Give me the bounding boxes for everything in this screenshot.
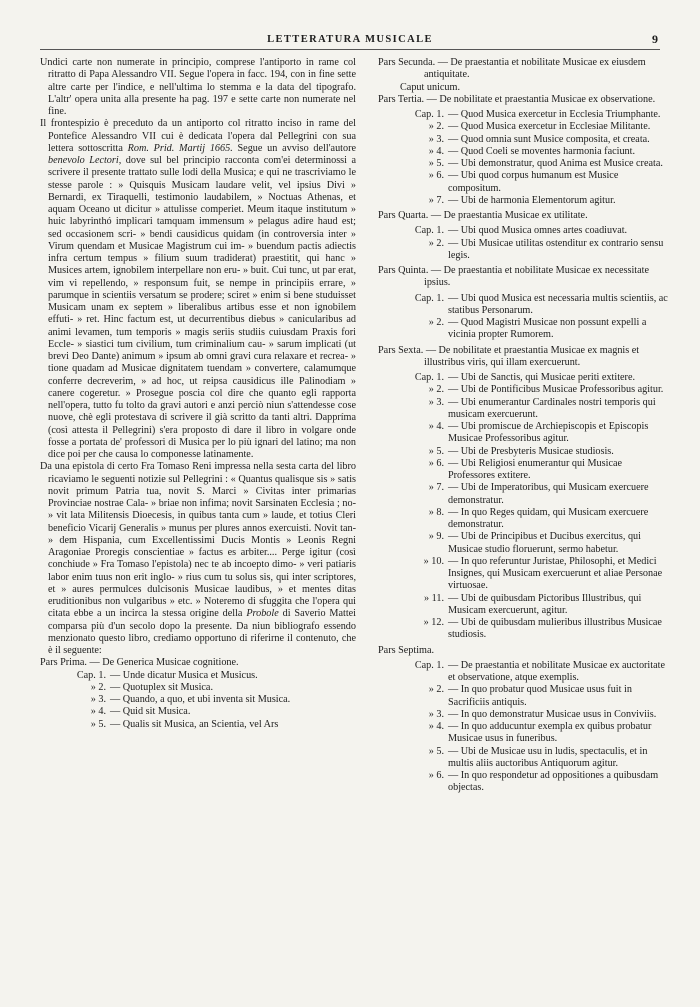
chapter-number: Cap. 1.: [414, 109, 444, 120]
chapter-number: » 5.: [428, 158, 444, 169]
chapter-number: » 5.: [428, 445, 444, 457]
chapter-number: Cap. 1.: [414, 225, 444, 237]
chapter-number: » 5.: [90, 718, 106, 730]
italic-text: Rom. Prid. Martij 1665.: [127, 142, 233, 154]
chapter-title: — In quo adducuntur exempla ex quibus probatur Musicae usus in funeribus.: [448, 721, 652, 745]
paragraph-text: Undici carte non numerate in principio, comprese l'antiporto in rame col ritratto di Papa Alessandro VII. Segue l'opera in facc. 194, con in fine sette altre carte per l'indice, e nell'ultima lo stemma e la data del tipografo. L'altr' opera unita alla presente ha pag. 197 e sette carte non numerate nel fine.: [40, 57, 356, 117]
pars-heading: Pars Prima. — De Generica Musicae cognitione.: [40, 657, 239, 669]
chapter-title: — Ubi Musicae utilitas ostenditur ex contrario sensu legis.: [448, 237, 664, 261]
chapter-title: — Quotuplex sit Musica.: [110, 681, 213, 693]
caput-unicum: Caput unicum.: [400, 81, 460, 93]
chapter-title: — Quod omnia sunt Musice composita, et creata.: [448, 133, 650, 145]
chapter-title: — Ubi quod Musica est necessaria multis scientiis, ac statibus Personarum.: [448, 292, 668, 316]
chapter-item: [378, 134, 668, 146]
chapter-number: » 4.: [428, 421, 444, 432]
pars-heading: Pars Quinta. — De praestantia et nobilitate Musicae ex necessitate ipsius.: [378, 265, 650, 289]
chapter-title: — Quod Musica exercetur in Ecclesia Triumphante.: [448, 109, 661, 120]
chapter-number: » 7.: [428, 194, 444, 206]
pars-heading: Pars Sexta. — De nobilitate et praestantia Musicae ex magnis et illustribus viris, qui illam exercuerunt.: [378, 344, 640, 368]
chapter-title: — Ubi de Imperatoribus, qui Musicam exercuere demonstratur.: [448, 482, 649, 506]
chapter-title: — Ubi enumerantur Cardinales nostri temporis qui musicam exercuerunt.: [448, 396, 656, 420]
chapter-item: [378, 593, 668, 618]
chapter-title: — Quid sit Musica.: [110, 706, 191, 718]
chapter-number: Cap. 1.: [76, 669, 106, 681]
chapter-item: [378, 317, 668, 342]
paragraph-text: dove sul bel principio racconta com'ei determinossi a scrivere il presente trattato sulle lodi della Musica; e qui ne trascriviamo le stesse parole : » Quisquis Musicam laudare velit, vel ipsius Divi » Bernardi, ex Tiraquelli, testimonio laudabilem, » Noctuas Athenas, et aquam Oceano ut dicitur » attulisse comperiet. Meum itaque institutum » huic labyrinthó implicari tamquam immensum » pelagus adire haud est; sed occasionem scri- » bendi causidicus quidam (in controversia inter » Virum quendam et Musicae Magistrum cui im- » buendum pactis adiectis infra certum tempus » filium suum tradiderat) praestitit, qui hanc » Musices artem, ignobilem interpellare non eru- » buit. Cui tunc, ut par erat, vim vi repellendo, » responsum fuit, se nempe in principiis errare, » parumque in scientiis versatum se prodere; sciret » enim si bene studuisset Musicam unam ex septem » liberalibus artibus esse et non ignobilem effuti- » ret. Hinc factum est, ut decurrentibus diebus » canicularibus ad animi levamen, tum temporis » magis seriis studiis cuiusdam Praxis fori Eccle- » siastici tum civilium, tum criminalium cau- » sarum implicati (ut brevi Deo Dante) animum » ipsum ab omni gravi cura relaxare et recrea- » tione quadam ad Musicae dignitatem tuendam » convertere, calamumque conferre decreverim, » ad hoc, ut reipsa causidicus ille Palinodiam » canere cogeretur. » Prosegue poscia col dire che quanto egli rapporta nell'opera, tutto fu tolto da gravi autori e anzi perciò niun s'attendesse cose nuove, chè egli protestava di scrivere il già scritto da tanti altri. Dappríma (così attesta il Pellegrini) s'era proposto di dare il libro in volgare onde fosse a portata de' professori di Musica per lo più ignari del latino; ma non dice poi per che causa lo componesse latinamente.: [48, 155, 357, 460]
chapter-item: [378, 170, 668, 195]
chapter-number: » 4.: [428, 721, 444, 732]
chapter-number: » 3.: [428, 708, 444, 720]
chapter-item: [378, 421, 668, 446]
chapter-title: — In quo referuntur Juristae, Philosophi, et Medici Insignes, qui Musicam exercuerunt et aliae Personae virtuosae.: [448, 555, 663, 592]
chapter-title: — Ubi Religiosi enumerantur qui Musicae Professores extitere.: [448, 457, 623, 481]
chapter-number: » 2.: [428, 384, 444, 396]
chapter-item: [378, 770, 668, 795]
chapter-number: » 9.: [428, 531, 444, 543]
chapter-title: — Quod Magistri Musicae non possunt expelli a vicinia propter Rumorem.: [448, 317, 647, 341]
pars-heading: Pars Quarta. — De praestantia Musicae ex utilitate.: [378, 210, 588, 221]
chapter-item: [378, 617, 668, 642]
chapter-number: » 10.: [423, 555, 444, 567]
chapter-number: » 12.: [423, 617, 444, 628]
chapter-title: — Ubi de Musicae usu in ludis, spectaculis, et in multis aliis auctoribus Antiquorum agitur.: [448, 745, 648, 769]
chapter-item: [378, 458, 668, 483]
running-title: LETTERATURA MUSICALE: [267, 34, 433, 45]
chapter-title: — Ubi quod Musica omnes artes coadiuvat.: [448, 225, 628, 237]
chapter-number: » 2.: [90, 681, 106, 693]
chapter-title: — In quo probatur quod Musicae usus fuit in Sacrificiis antiquis.: [448, 684, 632, 708]
chapter-item: [378, 482, 668, 507]
chapter-item: [378, 158, 668, 170]
chapter-item: [378, 225, 668, 237]
chapter-item: [378, 684, 668, 709]
chapter-number: » 7.: [428, 482, 444, 494]
chapter-item: [378, 372, 668, 384]
chapter-item: [40, 682, 356, 694]
chapter-item: [40, 706, 356, 718]
chapter-item: [378, 709, 668, 721]
chapter-item: [378, 121, 668, 133]
chapter-title: — Qualis sit Musica, an Scientia, vel Ars: [110, 718, 279, 730]
chapter-title: — Ubi de quibusdam mulieribus illustribus Musicae studiosis.: [448, 617, 662, 641]
chapter-item: [378, 238, 668, 263]
chapter-title: — Ubi de Presbyteris Musicae studiosis.: [448, 445, 614, 457]
chapter-number: » 3.: [428, 396, 444, 408]
chapter-number: » 4.: [428, 145, 444, 157]
chapter-title: — Ubi promiscue de Archiepiscopis et Episcopis Musicae Professoribus agitur.: [448, 421, 649, 445]
chapter-number: » 2.: [428, 121, 444, 133]
chapter-title: — Ubi de Principibus et Ducibus exercitus, qui Musicae studio floruerunt, sermo habetur.: [448, 531, 641, 555]
page-header: [0, 34, 700, 50]
chapter-number: » 2.: [428, 237, 444, 249]
chapter-item: [378, 746, 668, 771]
left-column: [40, 57, 356, 731]
chapter-list: [378, 225, 668, 262]
chapter-title: — In quo Reges quidam, qui Musicam exercuere demonstratur.: [448, 506, 649, 530]
chapter-number: » 4.: [90, 706, 106, 718]
right-column: [378, 57, 668, 795]
chapter-item: [378, 146, 668, 158]
chapter-list: [378, 372, 668, 642]
chapter-number: Cap. 1.: [414, 659, 444, 671]
chapter-list: [378, 293, 668, 342]
chapter-item: [378, 293, 668, 318]
chapter-list: [40, 670, 356, 731]
chapter-title: — Unde dicatur Musica et Musicus.: [110, 669, 258, 681]
chapter-title: — Ubi quod corpus humanum est Musice compositum.: [448, 170, 619, 194]
chapter-number: » 3.: [428, 133, 444, 145]
pars-heading: Pars Septima.: [378, 644, 435, 656]
chapter-item: [378, 660, 668, 685]
page-number: 9: [652, 32, 658, 46]
chapter-list: [378, 109, 668, 207]
chapter-title: — De praestantia et nobilitate Musicae ex auctoritate et observatione, atque exemplis.: [448, 659, 665, 683]
chapter-title: — Ubi de Sanctis, qui Musicae periti extitere.: [448, 372, 636, 383]
paragraph-frontispiece: [40, 118, 356, 461]
chapter-title: — Ubi de harmonia Elementorum agitur.: [448, 194, 616, 206]
chapter-number: » 6.: [428, 770, 444, 781]
chapter-item: [378, 397, 668, 422]
chapter-title: — Quod Musica exercetur in Ecclesiae Militante.: [448, 121, 651, 133]
pars-heading: Pars Tertia. — De nobilitate et praestantia Musicae ex observatione.: [378, 93, 656, 105]
chapter-item: [378, 446, 668, 458]
chapter-item: [40, 719, 356, 731]
paragraph-text: Da una epistola di certo Fra Tomaso Reni impressa nella sesta carta del libro ricaviamo le seguenti notizie sul Pellegrini : « Quantus qualisque sis » satis novit primum Patria tua, novit S. Marci » Civitas inter primarias Provinciae nostrae Cala- » briae non infima; novit Sarsinaten Ecclesia ; no- » vit lata Militensis Dioecesis, in quibus tanta cum » laude, et totius Cleri beneficio Vicarij Generalis » munus per plures annos exercuisti. Novit tan- » dem Hispania, cum Excellentissimi Ducis Montis » Leonis Regni Aragoniae Proregis conscientiae » factus es arbiter.... Perge igitur (così conchiude » Fra Tomaso l'epistola) nec te ab incoepto dimo- » veri patiaris labor enim tuus non erit inglo- » rius cum tu solus sis, qui inter scriptores, et » aures permulces dulcisonis Musicae laudibus, » et mentes ditas eruditionibus non vulgaribus » etc. » Noteremo di sfuggita che l'opera qui citata ebbe a un incirca la stessa origine della: [40, 461, 356, 620]
chapter-item: [40, 694, 356, 706]
chapter-item: [378, 109, 668, 121]
paragraph-epistle: [40, 461, 356, 657]
chapter-number: Cap. 1.: [414, 372, 444, 383]
chapter-title: — In quo respondetur ad oppositiones a quibusdam objectas.: [448, 770, 659, 794]
chapter-item: [378, 531, 668, 556]
chapter-number: » 2.: [428, 317, 444, 328]
chapter-title: — Ubi de quibusdam Pictoribus Illustribus, qui Musicam exercuerunt, agitur.: [448, 592, 642, 616]
chapter-item: [378, 384, 668, 396]
italic-text: benevolo Lectori,: [48, 155, 122, 166]
paragraph-text: di Saverio Mattei comparsa più d'un secolo dopo la presente. Da niun bibliografo essendo menzionato questo libro, crediamo opportuno di riferirne il contenuto, che è il seguente:: [48, 608, 357, 656]
paragraph-collation: [40, 57, 356, 118]
chapter-title: — Ubi de Pontificibus Musicae Professoribus agitur.: [448, 384, 664, 396]
chapter-number: » 3.: [90, 694, 106, 705]
chapter-number: » 6.: [428, 457, 444, 469]
chapter-item: [378, 507, 668, 532]
chapter-title: — In quo demonstratur Musicae usus in Conviviis.: [448, 708, 657, 720]
chapter-number: » 6.: [428, 170, 444, 182]
chapter-list: [378, 660, 668, 795]
chapter-item: [378, 721, 668, 746]
chapter-title: — Ubi demonstratur, quod Anima est Musice creata.: [448, 158, 663, 169]
chapter-title: — Quando, a quo, et ubi inventa sit Musica.: [110, 694, 291, 705]
pars-heading: Pars Secunda. — De praestantia et nobilitate Musicae ex eiusdem antiquitate.: [378, 57, 646, 81]
chapter-number: Cap. 1.: [414, 292, 444, 304]
chapter-item: [378, 195, 668, 207]
paragraph-text: Segue un avviso dell'autore: [237, 142, 356, 154]
chapter-title: — Quod Coeli se moventes harmonia faciunt.: [448, 145, 636, 157]
chapter-number: » 8.: [428, 506, 444, 518]
header-rule: [40, 49, 660, 50]
chapter-item: [40, 670, 356, 682]
chapter-number: » 11.: [424, 592, 444, 604]
chapter-number: » 2.: [428, 684, 444, 696]
italic-text: Probole: [246, 608, 279, 620]
paragraph-text: Il frontespizio è preceduto da un antiporto col ritratto inciso in rame del Pontefice Alessandro VII cui è dedicata l'opera dal Pellegrini con sua lettera sottoscritta: [40, 118, 356, 154]
chapter-item: [378, 556, 668, 593]
chapter-number: » 5.: [428, 745, 444, 757]
